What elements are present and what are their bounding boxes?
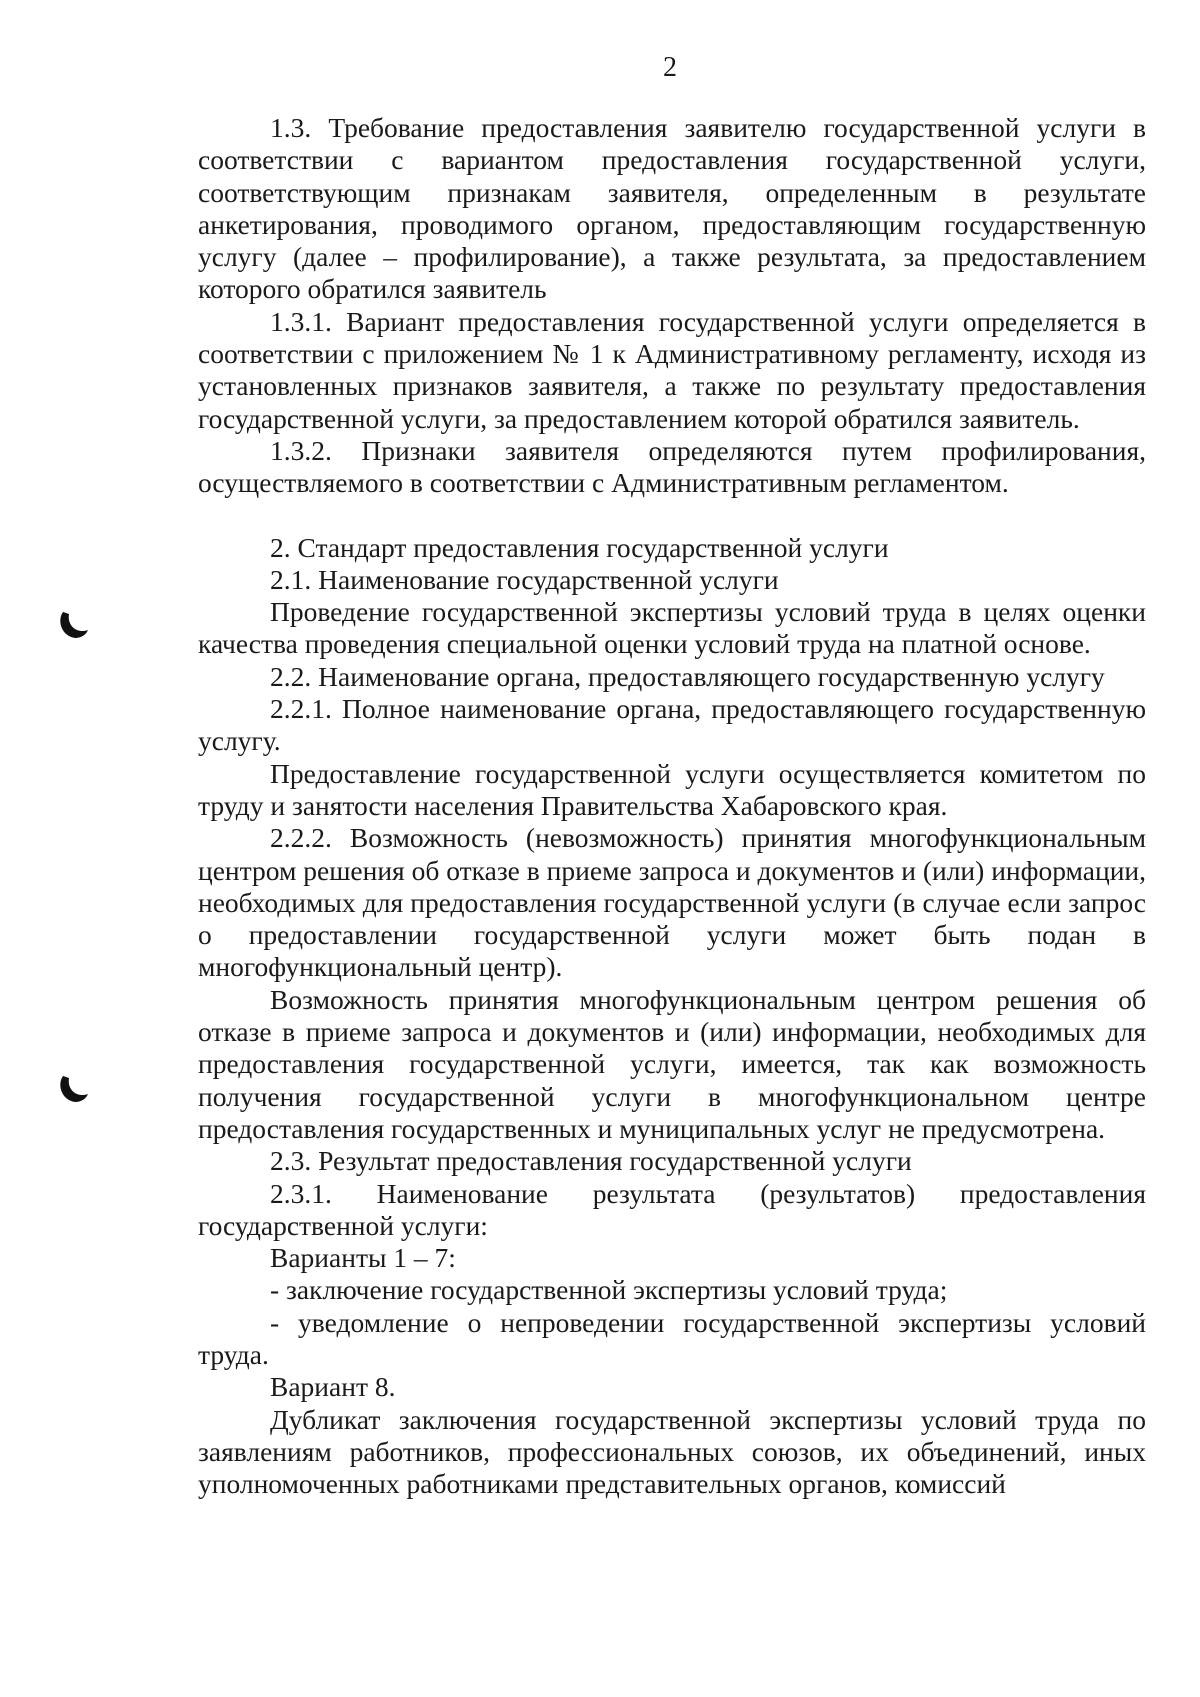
- paragraph: 1.3.1. Вариант предоставления государственной услуги определяется в соответствии с приложением № 1 к Административному регламенту, исходя из установленных признаков заявителя, а также по результату предоставления государственной услуги, за предоставлением которой обратился заявитель.: [198, 305, 1146, 434]
- paragraph: 2.2.2. Возможность (невозможность) принятия многофункциональным центром решения об отказе в приеме запроса и документов и (или) информации, необходимых для предоставления государственной услуги (в случае если запрос о предоставлении государственной услуги может быть подан в многофункциональный центр).: [198, 822, 1146, 983]
- subsection-heading: 2.2. Наименование органа, предоставляющего государственную услугу: [270, 660, 1105, 692]
- subsection-heading: 2.3. Результат предоставления государственной услуги: [270, 1145, 912, 1177]
- paragraph: Дубликат заключения государственной экспертизы условий труда по заявлениям работников, профессиональных союзов, их объединений, иных уполномоченных работниками представительных органов, комиссий: [198, 1403, 1146, 1500]
- paragraph: 1.3.2. Признаки заявителя определяются путем профилирования, осуществляемого в соответствии с Административным регламентом.: [198, 434, 1146, 499]
- paragraph: 2.3.1. Наименование результата (результатов) предоставления государственной услуги:: [198, 1177, 1146, 1241]
- paragraph: Предоставление государственной услуги осуществляется комитетом по труду и занятости населения Правительства Хабаровского края.: [198, 757, 1146, 821]
- paragraph: 1.3. Требование предоставления заявителю государственной услуги в соответствии с вариантом предоставления государственной услуги, соответствующим признакам заявителя, определенным в результате анкетирования, проводимого органом, предоставляющим государственную услугу (далее – профилирование), а также результата, за предоставлением которого обратился заявитель: [198, 112, 1146, 305]
- list-item: - заключение государственной экспертизы условий труда;: [270, 1274, 948, 1306]
- list-item: - уведомление о непроведении государственной экспертизы условий труда.: [198, 1306, 1146, 1370]
- paragraph: 2.2.1. Полное наименование органа, предоставляющего государственную услугу.: [198, 693, 1146, 757]
- subsection-heading: 2.1. Наименование государственной услуги: [270, 563, 779, 595]
- section-heading: 2. Стандарт предоставления государственной услуги: [270, 531, 889, 563]
- binder-hole-mark: [55, 608, 89, 642]
- paragraph: Вариант 8.: [270, 1371, 396, 1403]
- paragraph: Варианты 1 – 7:: [270, 1242, 456, 1274]
- page-number: 2: [663, 52, 677, 83]
- paragraph: Возможность принятия многофункциональным центром решения об отказе в приеме запроса и документов и (или) информации, необходимых для предоставления государственной услуги, имеется, так как возможность получения государственной услуги в многофункциональном центре предоставления государственных и муниципальных услуг не предусмотрена.: [198, 983, 1146, 1144]
- paragraph: Проведение государственной экспертизы условий труда в целях оценки качества проведения специальной оценки условий труда на платной основе.: [198, 596, 1146, 660]
- document-body: [198, 112, 1146, 1500]
- binder-hole-mark: [55, 1072, 89, 1106]
